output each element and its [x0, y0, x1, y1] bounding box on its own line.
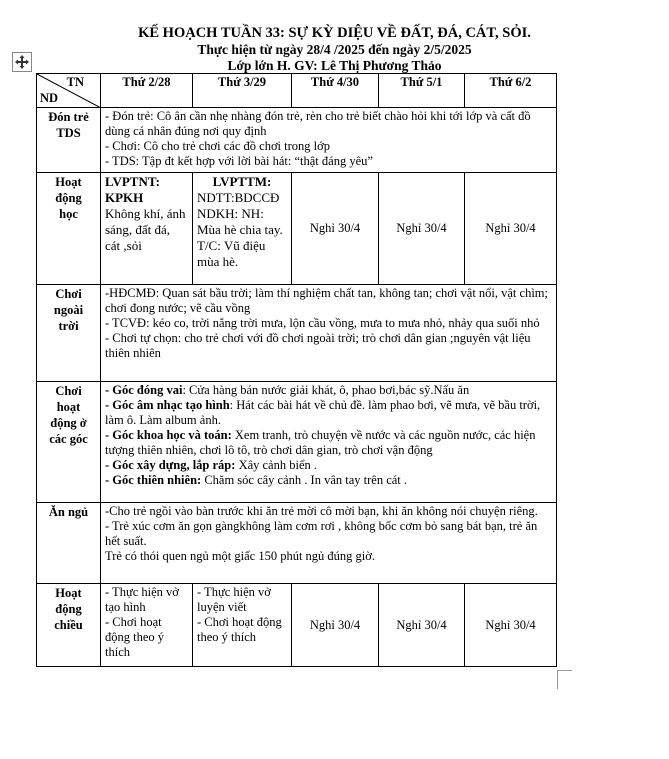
- content-line: - Chơi hoạt động theo ý thích: [105, 615, 165, 659]
- chieu-friday: Nghỉ 30/4: [465, 584, 557, 667]
- row-header-hoat-dong-chieu: [37, 584, 101, 667]
- goc-item: [105, 398, 552, 428]
- goc-text: : Cửa hàng bán nước giải khát, ô, phao bơi,bác sỹ.Nấu ăn: [182, 383, 470, 397]
- chieu-monday: [101, 584, 193, 667]
- row-an-ngu: [37, 503, 557, 584]
- day-header: Thứ 6/2: [465, 74, 557, 108]
- goc-text: : Hát các bài hát về chủ đề. làm phao bơi, vẽ mưa, vẽ bầu trời, làm ô. Làm album ảnh.: [105, 398, 541, 427]
- goc-label: - Góc khoa học và toán:: [105, 428, 232, 442]
- goc-label: - Góc thiên nhiên:: [105, 473, 202, 487]
- corner-top-label: TN: [66, 75, 84, 89]
- content-line: - Thực hiện vở luyện viết: [197, 585, 271, 614]
- hoc-thursday: Nghỉ 30/4: [379, 173, 465, 285]
- date-range: Thực hiện từ ngày 28/4 /2025 đến ngày 2/5/2025: [197, 42, 472, 57]
- row-header-line: Đón trẻ: [48, 110, 89, 124]
- end-of-cell-marker: [557, 670, 572, 689]
- goc-label: - Góc đóng vai: [105, 383, 183, 397]
- table-move-handle-icon[interactable]: [12, 52, 32, 72]
- row-header-line: động: [55, 602, 82, 616]
- choi-goc-content: [101, 382, 557, 503]
- content-line: -Cho trẻ ngồi vào bàn trước khi ăn trẻ mời cô mời bạn, khi ăn không nói chuyện riêng.: [105, 504, 538, 518]
- hoc-friday: Nghỉ 30/4: [465, 173, 557, 285]
- row-hoat-dong-chieu: [37, 584, 557, 667]
- goc-text: Xây cảnh biển .: [235, 458, 318, 472]
- row-header-an-ngu: [37, 503, 101, 584]
- chieu-tuesday: [193, 584, 292, 667]
- hoc-monday-text: Không khí, ánh sáng, đất đá, cát ,sỏi: [105, 206, 186, 253]
- weekly-plan-table: [36, 73, 557, 667]
- row-header-line: Ăn ngủ: [48, 505, 89, 519]
- row-header-line: Chơi: [55, 384, 82, 398]
- goc-label: - Góc âm nhạc tạo hình: [105, 398, 230, 412]
- row-header-line: động: [55, 191, 82, 205]
- hoc-tuesday-title: LVPTTM:: [212, 174, 272, 189]
- row-hoat-dong-hoc: [37, 173, 557, 285]
- row-header-choi-ngoai-troi: [37, 285, 101, 382]
- goc-item: [105, 473, 552, 488]
- row-header-line: ngoài: [53, 303, 84, 317]
- row-header-line: hoạt: [56, 400, 81, 414]
- row-header-line: Hoạt: [55, 175, 82, 189]
- content-line: - Trẻ xúc cơm ăn gọn gàngkhông làm cơm rơi , không bốc cơm bỏ sang bát bạn, trẻ ăn hết suất.: [105, 519, 538, 548]
- day-header: Thứ 2/28: [101, 74, 193, 108]
- don-tre-content: [101, 108, 557, 173]
- chieu-wednesday: Nghỉ 30/4: [292, 584, 379, 667]
- row-header-line: động ở: [50, 416, 87, 430]
- chieu-thursday: Nghỉ 30/4: [379, 584, 465, 667]
- content-line: -HĐCMĐ: Quan sát bầu trời; làm thí nghiệm chất tan, không tan; chơi vật nổi, vật chìm; chơi đong nước; vẽ cầu vồng: [105, 286, 548, 315]
- content-line: Trẻ có thói quen ngủ một giấc 150 phút ngủ đúng giờ.: [105, 549, 376, 563]
- goc-text: Xem tranh, trò chuyện về nước và các nguồn nước, các hiện tượng thiên nhiên, chơi lô tô, trò chơi dân gian, trò chơi vận động: [105, 428, 536, 457]
- hoc-tuesday-text: NDTT:BDCCĐ NDKH: NH: Mùa hè chia tay. T/C: Vũ điệu mùa hè.: [197, 190, 283, 269]
- content-line: - TCVĐ: kéo co, trời nắng trời mưa, lộn cầu vồng, mưa to mưa nhỏ, nhảy qua suối nhỏ: [105, 316, 540, 330]
- choi-ngoai-troi-content: [101, 285, 557, 382]
- content-line: - Chơi tự chọn: cho trẻ chơi với đồ chơi ngoài trời; trò chơi dân gian ;nguyên vật liệu thiên nhiên: [105, 331, 531, 360]
- day-header: Thứ 4/30: [292, 74, 379, 108]
- content-line: - TDS: Tập đt kết hợp với lời bài hát: “thật đáng yêu”: [105, 154, 373, 168]
- row-header-line: chiều: [54, 618, 83, 632]
- row-header-line: Hoạt: [55, 586, 82, 600]
- row-header-hoat-dong-hoc: [37, 173, 101, 285]
- goc-item: [105, 458, 552, 473]
- class-teacher: Lớp lớn H. GV: Lê Thị Phương Thảo: [227, 58, 442, 73]
- content-line: - Chơi hoạt động theo ý thích: [197, 615, 282, 644]
- row-header-line: Chơi: [55, 287, 82, 301]
- hoc-monday-title: LVPTNT: KPKH: [105, 174, 160, 205]
- row-header-line: học: [59, 207, 78, 221]
- row-choi-hoat-dong-goc: [37, 382, 557, 503]
- goc-label: - Góc xây dựng, lắp ráp:: [105, 458, 236, 472]
- day-header: Thứ 5/1: [379, 74, 465, 108]
- row-choi-ngoai-troi: [37, 285, 557, 382]
- content-line: - Chơi: Cô cho trẻ chơi các đồ chơi trong lớp: [105, 139, 330, 153]
- table-header-row: [37, 74, 557, 108]
- goc-text: Chăm sóc cây cảnh . In vân tay trên cát .: [201, 473, 408, 487]
- row-header-line: trời: [58, 319, 79, 333]
- an-ngu-content: [101, 503, 557, 584]
- row-header-line: các góc: [49, 432, 88, 446]
- hoc-tuesday: [193, 173, 292, 285]
- hoc-wednesday: Nghỉ 30/4: [292, 173, 379, 285]
- content-line: - Thực hiện vở tạo hình: [105, 585, 179, 614]
- goc-item: [105, 428, 552, 458]
- goc-item: [105, 383, 552, 398]
- plan-title: KẾ HOẠCH TUẦN 33: SỰ KỲ DIỆU VỀ ĐẤT, ĐÁ, CÁT, SỎI.: [138, 25, 531, 41]
- day-header: Thứ 3/29: [193, 74, 292, 108]
- row-header-don-tre: [37, 108, 101, 173]
- row-header-choi-goc: [37, 382, 101, 503]
- content-line: - Đón trẻ: Cô ân cần nhẹ nhàng đón trẻ, rèn cho trẻ biết chào hỏi khi tới lớp và cất đồ dùng cá nhân đúng nơi quy định: [105, 109, 531, 138]
- corner-bottom-label: ND: [40, 91, 59, 105]
- row-don-tre: [37, 108, 557, 173]
- row-header-line: TDS: [56, 126, 81, 140]
- corner-cell: [37, 74, 101, 108]
- hoc-monday: [101, 173, 193, 285]
